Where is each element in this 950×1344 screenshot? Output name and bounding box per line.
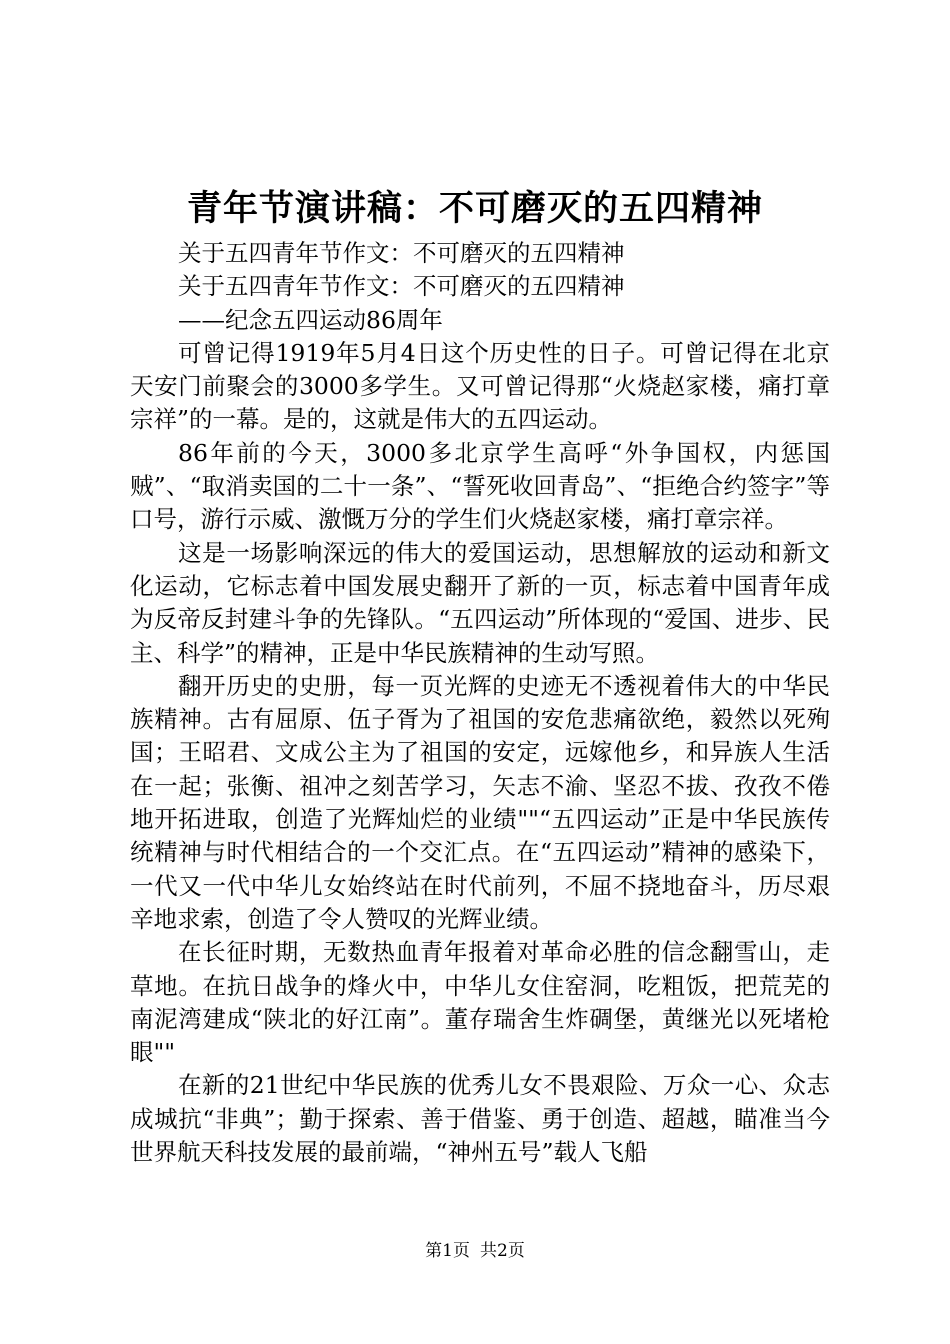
paragraph: 关于五四青年节作文：不可磨灭的五四精神 xyxy=(178,239,625,267)
page-number: 第1页 xyxy=(425,1241,470,1261)
paragraph: 可曾记得1919年5月4日这个历史性的日子。可曾记得在北京天安门前聚会的3000多学生。又可曾记得那“火烧赵家楼，痛打章宗祥”的一幕。是的，这就是伟大的五四运动。 xyxy=(130,338,830,434)
paragraph: ——纪念五四运动86周年 xyxy=(178,305,443,334)
page-total: 共2页 xyxy=(480,1241,525,1261)
paragraph: 在新的21世纪中华民族的优秀儿女不畏艰险、万众一心、众志成城抗“非典”；勤于探索、善于借鉴、勇于创造、超越，瞄准当今世界航天科技发展的最前端，“神州五号”载人飞船 xyxy=(130,1071,830,1167)
paragraph: 86年前的今天，3000多北京学生高呼“外争国权，内惩国贼”、“取消卖国的二十一条”、“誓死收回青岛”、“拒绝合约签字”等口号，游行示威、激慨万分的学生们火烧赵家楼，痛打章宗祥。 xyxy=(130,438,830,534)
paragraph: 这是一场影响深远的伟大的爱国运动，思想解放的运动和新文化运动，它标志着中国发展史翻开了新的一页，标志着中国青年成为反帝反封建斗争的先锋队。“五四运动”所体现的“爱国、进步、民主、科学”的精神，正是中华民族精神的生动写照。 xyxy=(130,538,830,667)
document-body xyxy=(130,237,830,1169)
paragraph: 关于五四青年节作文：不可磨灭的五四精神 xyxy=(178,272,625,301)
paragraph: 在长征时期，无数热血青年报着对革命必胜的信念翻雪山，走草地。在抗日战争的烽火中，中华儿女住窑洞，吃粗饭，把荒芜的南泥湾建成“陕北的好江南”。董存瑞舍生炸碉堡，黄继光以死堵枪眼"" xyxy=(130,938,830,1067)
paragraph: 翻开历史的史册，每一页光辉的史迹无不透视着伟大的中华民族精神。古有屈原、伍子胥为了祖国的安危悲痛欲绝，毅然以死殉国；王昭君、文成公主为了祖国的安定，远嫁他乡，和异族人生活在一起；张衡、祖冲之刻苦学习，矢志不渝、坚忍不拔、孜孜不倦地开拓进取，创造了光辉灿烂的业绩""“五四运动”正是中华民族传统精神与时代相结合的一个交汇点。在“五四运动”精神的感染下，一代又一代中华儿女始终站在时代前列，不屈不挠地奋斗，历尽艰辛地求索，创造了令人赞叹的光辉业绩。 xyxy=(130,671,830,933)
document-title: 青年节演讲稿：不可磨灭的五四精神 xyxy=(186,188,763,229)
page-footer xyxy=(0,1239,950,1263)
